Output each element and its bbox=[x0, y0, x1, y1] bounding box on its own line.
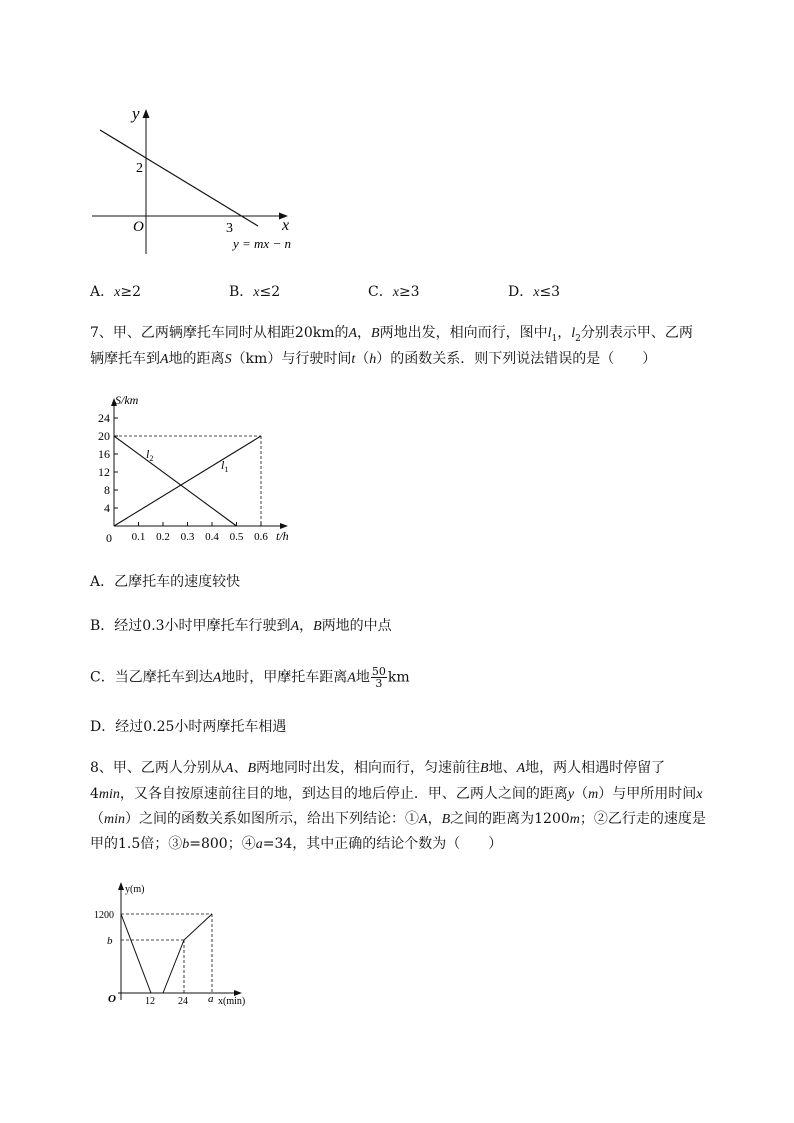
linear-function-graph bbox=[88, 100, 303, 260]
q8-stem-line1: 8、甲、乙两人分别从A、B两地同时出发，相向而行，匀速前往B地、A地，两人相遇时停留了 bbox=[90, 760, 666, 776]
x-axis-label: x bbox=[282, 217, 290, 234]
c1-ytick-label: 20 bbox=[98, 429, 110, 443]
origin-label: O bbox=[133, 219, 144, 235]
q6-option-a[interactable]: A．x≥2 bbox=[90, 284, 141, 300]
q6-option-d[interactable]: D．x≤3 bbox=[508, 284, 561, 300]
c2-tick-1200: 1200 bbox=[94, 910, 114, 921]
c1-ytick-label: 8 bbox=[104, 483, 110, 497]
q7-option-d[interactable]: D．经过0.25小时两摩托车相遇 bbox=[90, 719, 287, 735]
q7-option-c[interactable]: C．当乙摩托车到达A地时，甲摩托车距离A地 $\frac{50}{3}$ km bbox=[90, 665, 410, 690]
c1-l1-label: $l_1$ bbox=[221, 458, 229, 474]
distance-between-people-chart bbox=[88, 878, 258, 1010]
c1-ytick-label: 12 bbox=[98, 465, 110, 479]
q6-option-c[interactable]: C．x≥3 bbox=[368, 284, 420, 300]
c1-xtick-label: 0.5 bbox=[229, 531, 244, 543]
c1-xtick-label: 0.3 bbox=[180, 531, 195, 543]
c2-origin-label: O bbox=[108, 993, 116, 1005]
c1-origin-label: 0 bbox=[106, 531, 112, 545]
c1-xtick-label: 0.6 bbox=[254, 531, 268, 543]
q7-stem-line1: 7、甲、乙两辆摩托车同时从相距20km的A，B两地出发，相向而行，图中$l_1$，$l_2$分别表示甲、乙两 bbox=[90, 325, 693, 344]
distance-time-chart bbox=[98, 390, 298, 555]
q6-option-b[interactable]: B．x≤2 bbox=[229, 284, 281, 300]
c1-x-axis-label: t/h bbox=[276, 529, 289, 543]
x-intercept-label: 3 bbox=[226, 221, 233, 236]
c1-ytick-label: 24 bbox=[98, 411, 110, 425]
c2-distance-polyline bbox=[121, 914, 212, 993]
c1-y-axis-label: S/km bbox=[115, 393, 139, 407]
c1-series-l1 bbox=[114, 436, 261, 526]
c1-xtick-label: 0.2 bbox=[156, 531, 170, 543]
c2-y-axis-arrow bbox=[118, 882, 124, 890]
line-equation-label: y = mx − n bbox=[233, 236, 291, 251]
q8-stem-line4: 甲的1.5倍；③b=800；④a=34，其中正确的结论个数为（ ） bbox=[90, 836, 503, 852]
fraction-50-3: $\frac{50}{3}$ bbox=[371, 665, 386, 690]
c1-xtick-label: 0.1 bbox=[131, 531, 146, 543]
c2-x-axis-label: x(min) bbox=[218, 996, 246, 1007]
c1-l2-label: $l_2$ bbox=[146, 447, 154, 463]
q7-stem-line2: 辆摩托车到A地的距离S（km）与行驶时间t（h）的函数关系．则下列说法错误的是（ ） bbox=[90, 351, 657, 367]
q7-option-a[interactable]: A．乙摩托车的速度较快 bbox=[90, 574, 241, 590]
c2-y-axis-label: y(m) bbox=[125, 884, 145, 895]
c2-tick-12: 12 bbox=[145, 996, 155, 1007]
function-line bbox=[100, 130, 258, 226]
q7-option-b[interactable]: B．经过0.3小时甲摩托车行驶到A，B两地的中点 bbox=[90, 618, 392, 634]
c2-tick-24: 24 bbox=[178, 996, 188, 1007]
c2-tick-a: a bbox=[208, 993, 214, 1005]
c1-series-l2 bbox=[114, 436, 237, 526]
q8-stem-line3: （min）之间的函数关系如图所示，给出下列结论：①A，B之间的距离为1200m；②乙行走的速度是 bbox=[90, 811, 706, 827]
y-axis-label: y bbox=[132, 104, 140, 123]
c1-xtick-label: 0.4 bbox=[205, 531, 219, 543]
y-axis-arrow bbox=[143, 109, 150, 118]
y-intercept-label: 2 bbox=[136, 161, 143, 176]
q8-stem-line2: 4min，又各自按原速前往目的地，到达目的地后停止．甲、乙两人之间的距离y（m）与甲所用时间x bbox=[90, 786, 703, 802]
c2-tick-b: b bbox=[107, 935, 113, 947]
c1-ytick-label: 16 bbox=[98, 447, 110, 461]
c1-ytick-label: 4 bbox=[104, 501, 110, 515]
